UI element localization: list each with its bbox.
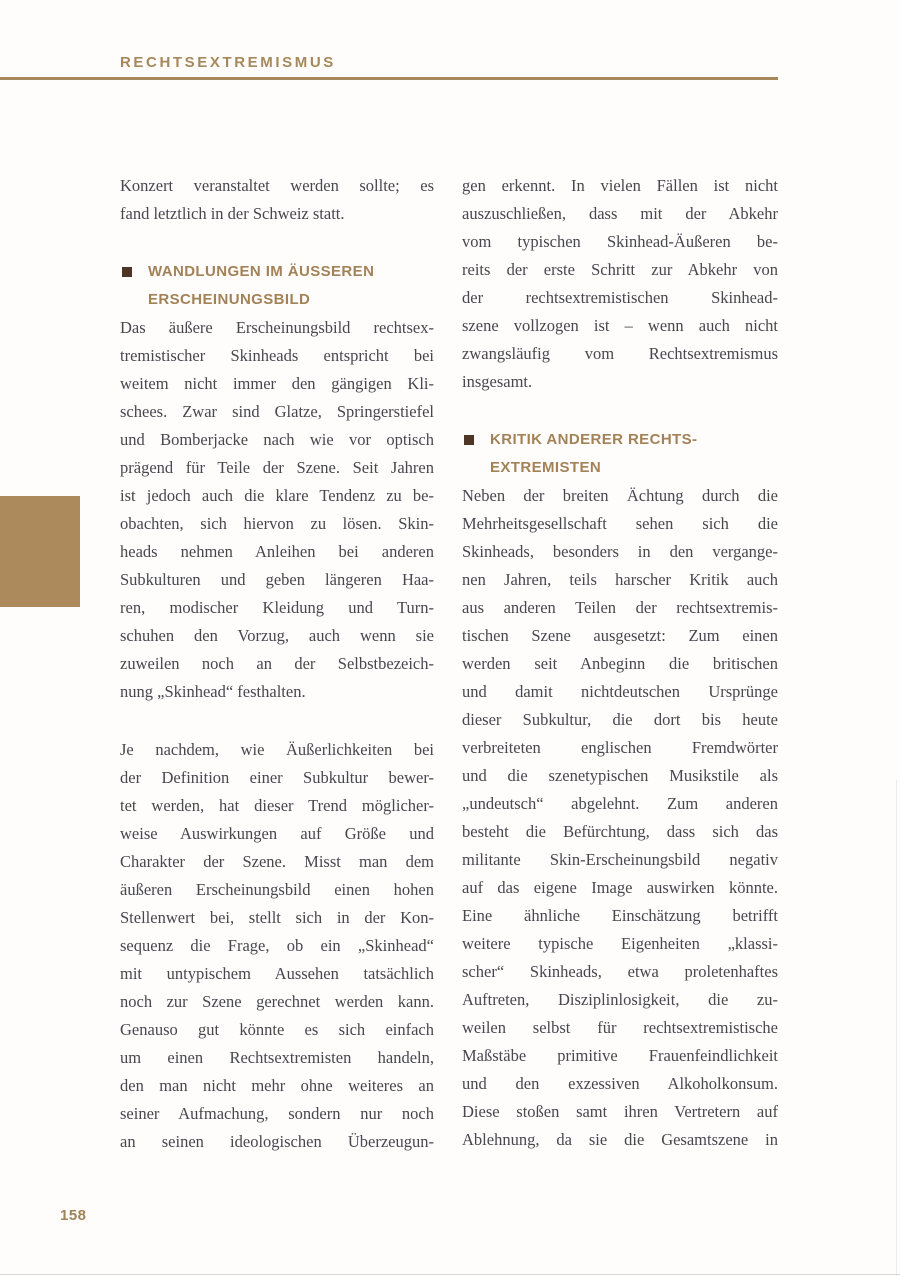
text-line: Mehrheitsgesellschaft sehen sich die — [462, 514, 778, 533]
text-line: der rechtsextremistischen Skinhead- — [462, 288, 778, 307]
text-line: und damit nichtdeutschen Ursprünge — [462, 682, 778, 701]
text-line: weitere typische Eigenheiten „klassi- — [462, 934, 778, 953]
text-line: Je nachdem, wie Äußerlichkeiten bei — [120, 740, 434, 759]
text-line: seiner Aufmachung, sondern nur noch — [120, 1104, 434, 1123]
text-line: insgesamt. — [462, 372, 533, 391]
text-line: Genauso gut könnte es sich einfach — [120, 1020, 434, 1039]
text-line: szene vollzogen ist – wenn auch nicht — [462, 316, 778, 335]
page-edge-line-right — [896, 780, 897, 1276]
text-line: Maßstäbe primitive Frauenfeindlichkeit — [462, 1046, 778, 1065]
page-header-title: RECHTSEXTREMISMUS — [120, 54, 336, 71]
body-paragraph — [120, 736, 434, 1156]
text-line: reits der erste Schritt zur Abkehr von — [462, 260, 778, 279]
heading-line: WANDLUNGEN IM ÄUSSEREN — [148, 263, 375, 280]
heading-line: KRITIK ANDERER RECHTS- — [490, 431, 698, 448]
text-line: weitem nicht immer den gängigen Kli- — [120, 374, 434, 393]
text-line: Charakter der Szene. Misst man dem — [120, 852, 434, 871]
text-line: auf das eigene Image auswirken könnte. — [462, 878, 778, 897]
text-line: Eine ähnliche Einschätzung betrifft — [462, 906, 778, 925]
text-line: und den exzessiven Alkoholkonsum. — [462, 1074, 778, 1093]
text-line: nung „Skinhead“ festhalten. — [120, 682, 306, 701]
text-line: vom typischen Skinhead-Äußeren be- — [462, 232, 778, 251]
text-line: äußeren Erscheinungsbild einen hohen — [120, 880, 434, 899]
text-line: zuweilen noch an der Selbstbezeich- — [120, 654, 434, 673]
text-line: tischen Szene ausgesetzt: Zum einen — [462, 626, 778, 645]
text-line: Subkulturen und geben längeren Haa- — [120, 570, 434, 589]
heading-bullet-icon — [122, 267, 132, 277]
text-line: Diese stoßen samt ihren Vertretern auf — [462, 1102, 778, 1121]
text-line: heads nehmen Anleihen bei anderen — [120, 542, 434, 561]
text-line: auszuschließen, dass mit der Abkehr — [462, 204, 778, 223]
text-line: an seinen ideologischen Überzeugun- — [120, 1132, 434, 1151]
text-line: weise Auswirkungen auf Größe und — [120, 824, 434, 843]
text-line: Das äußere Erscheinungsbild rechtsex- — [120, 318, 434, 337]
text-line: schuhen den Vorzug, auch wenn sie — [120, 626, 434, 645]
column-right — [462, 172, 778, 1154]
text-line: schees. Zwar sind Glatze, Springerstiefel — [120, 402, 434, 421]
column-left — [120, 172, 434, 1156]
text-line: dieser Subkultur, die dort bis heute — [462, 710, 778, 729]
section-heading — [120, 258, 434, 314]
text-line: den man nicht mehr ohne weiteres an — [120, 1076, 434, 1095]
body-paragraph — [120, 172, 434, 228]
text-line: scher“ Skinheads, etwa proletenhaftes — [462, 962, 778, 981]
text-line: „undeutsch“ abgelehnt. Zum anderen — [462, 794, 778, 813]
text-line: um einen Rechtsextremisten handeln, — [120, 1048, 434, 1067]
heading-line: EXTREMISTEN — [490, 459, 602, 476]
text-line: fand letztlich in der Schweiz statt. — [120, 204, 345, 223]
text-line: obachten, sich hiervon zu lösen. Skin- — [120, 514, 434, 533]
page-number: 158 — [60, 1207, 87, 1224]
text-line: verbreiteten englischen Fremdwörter — [462, 738, 778, 757]
text-line: besteht die Befürchtung, dass sich das — [462, 822, 778, 841]
text-line: Neben der breiten Ächtung durch die — [462, 486, 778, 505]
heading-bullet-icon — [464, 435, 474, 445]
text-line: prägend für Teile der Szene. Seit Jahren — [120, 458, 434, 477]
text-line: nen Jahren, teils harscher Kritik auch — [462, 570, 778, 589]
text-line: der Definition einer Subkultur bewer- — [120, 768, 434, 787]
text-line: und Bomberjacke nach wie vor optisch — [120, 430, 434, 449]
text-line: tet werden, hat dieser Trend möglicher- — [120, 796, 434, 815]
text-line: sequenz die Frage, ob ein „Skinhead“ — [120, 936, 434, 955]
text-line: Ablehnung, da sie die Gesamtszene in — [462, 1130, 778, 1149]
text-line: werden seit Anbeginn die britischen — [462, 654, 778, 673]
heading-line: ERSCHEINUNGSBILD — [148, 291, 311, 308]
text-line: Stellenwert bei, stellt sich in der Kon- — [120, 908, 434, 927]
text-line: militante Skin-Erscheinungsbild negativ — [462, 850, 778, 869]
text-line: noch zur Szene gerechnet werden kann. — [120, 992, 434, 1011]
chapter-tab-marker — [0, 496, 80, 607]
page-edge-line-bottom — [0, 1274, 900, 1275]
text-line: und die szenetypischen Musikstile als — [462, 766, 778, 785]
text-line: gen erkennt. In vielen Fällen ist nicht — [462, 176, 778, 195]
text-line: tremistischer Skinheads entspricht bei — [120, 346, 434, 365]
body-paragraph — [462, 482, 778, 1154]
section-heading — [462, 426, 778, 482]
text-line: zwangsläufig vom Rechtsextremismus — [462, 344, 778, 363]
body-paragraph — [462, 172, 778, 396]
text-line: Auftreten, Disziplinlosigkeit, die zu- — [462, 990, 778, 1009]
header-rule — [0, 77, 778, 80]
text-line: Skinheads, besonders in den vergange- — [462, 542, 778, 561]
text-line: weilen selbst für rechtsextremistische — [462, 1018, 778, 1037]
text-line: ist jedoch auch die klare Tendenz zu be- — [120, 486, 434, 505]
text-line: mit untypischem Aussehen tatsächlich — [120, 964, 434, 983]
body-paragraph — [120, 314, 434, 706]
text-line: ren, modischer Kleidung und Turn- — [120, 598, 434, 617]
text-line: Konzert veranstaltet werden sollte; es — [120, 176, 434, 195]
text-line: aus anderen Teilen der rechtsextremis- — [462, 598, 778, 617]
